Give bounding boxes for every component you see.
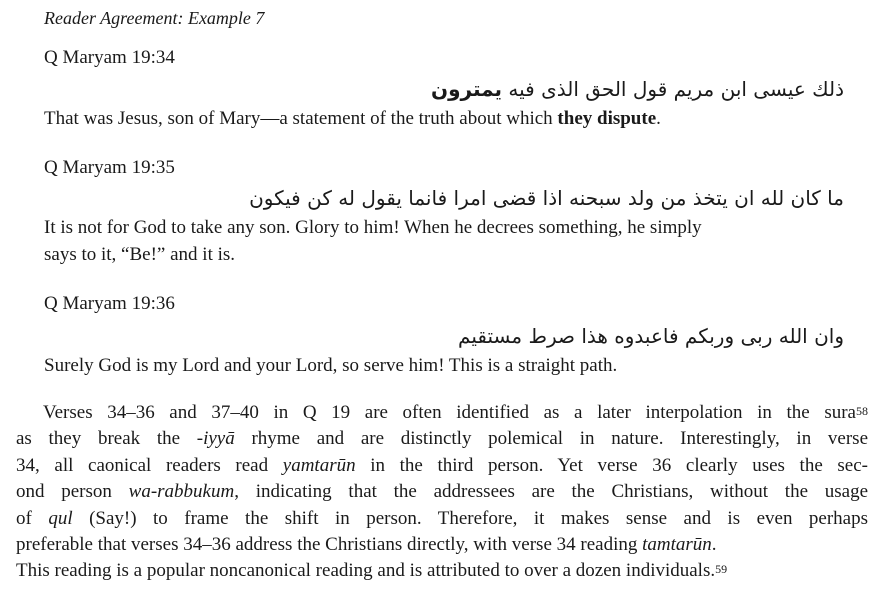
english-translation: Surely God is my Lord and your Lord, so serve him! This is a straight path. xyxy=(44,355,618,376)
footnote-marker[interactable]: 58 xyxy=(856,404,868,418)
arabic-highlight: يمترون xyxy=(431,77,503,101)
paragraph-line: of qul (Say!) to frame the shift in person. Therefore, it makes sense and is even perhaps xyxy=(16,507,869,529)
example-caption: Reader Agreement: Example 7 xyxy=(44,8,265,28)
verse-reference: Q Maryam 19:34 xyxy=(44,47,175,68)
english-translation-line: It is not for God to take any son. Glory to him! When he decrees something, he simply xyxy=(44,217,702,238)
paragraph-line: Verses 34–36 and 37–40 in Q 19 are often identified as a later interpolation in the sura$^{58}$ xyxy=(43,402,868,423)
verse-block-35 xyxy=(44,156,844,268)
arabic-verse: وان الله ربى وربكم فاعبدوه هذا صرط مستقيم xyxy=(458,324,844,348)
discussion-paragraph xyxy=(16,400,868,585)
arabic-verse: ما كان لله ان يتخذ من ولد سبحنه اذا قضى امرا فانما يقول له كن فيكون xyxy=(249,186,844,210)
arabic-verse: ذلك عيسى ابن مريم قول الحق الذى فيه يمترون xyxy=(431,77,844,101)
verse-block-34 xyxy=(44,46,844,132)
footnote-marker[interactable]: 59 xyxy=(715,562,728,577)
paragraph-line: preferable that verses 34–36 address the Christians directly, with verse 34 reading tamtarūn. xyxy=(16,534,717,556)
verse-block-36 xyxy=(44,292,844,379)
paragraph-line: ond person wa-rabbukum, indicating that the addressees are the Christians, without the usage xyxy=(16,481,869,503)
verse-reference: Q Maryam 19:36 xyxy=(44,293,175,314)
english-translation-line: says to it, “Be!” and it is. xyxy=(44,244,236,265)
english-highlight: they dispute xyxy=(557,108,657,129)
verse-reference: Q Maryam 19:35 xyxy=(44,157,175,178)
paragraph-line: This reading is a popular noncanonical reading and is attributed to over a dozen individuals.$^{59}$ xyxy=(16,560,728,582)
paragraph-line: as they break the -iyyā rhyme and are distinctly polemical in nature. Interestingly, in verse xyxy=(16,428,868,450)
paragraph-line: 34, all caonical readers read yamtarūn in the third person. Yet verse 36 clearly uses the sec- xyxy=(16,454,868,476)
english-translation: That was Jesus, son of Mary—a statement of the truth about which they dispute. xyxy=(44,108,661,129)
